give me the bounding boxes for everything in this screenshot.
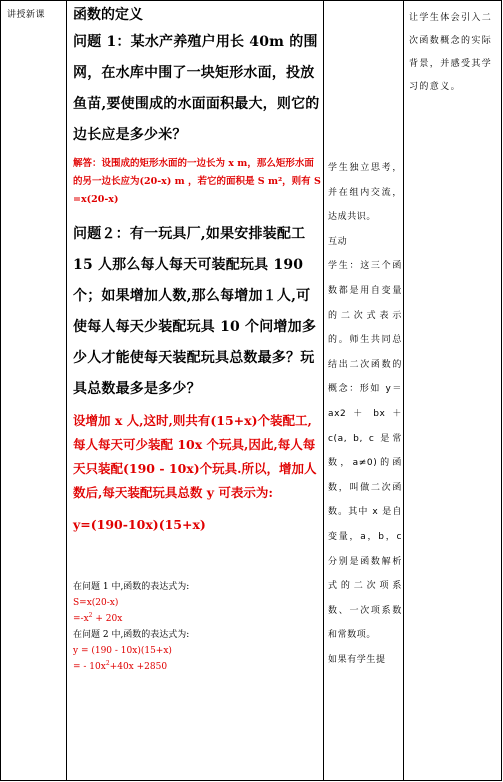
solution-1: 解答：设围成的矩形水面的一边长为 x m，那么矩形水面的另一边长应为(20-x) m ，若它的面积是 S m²，则有 S =x(20-x) [73, 158, 321, 205]
solution-2: 设增加 x 人,这时,则共有(15+x)个装配工,每人每天可少装配 10x 个玩具,因此,每人每天只装配(190 - 10x)个玩具.所以，增加人数后,每天装配玩具总数 y 可表示为: [73, 413, 317, 500]
design-intent-text [409, 7, 497, 99]
design-intent-column [404, 1, 502, 781]
problem-1: 问题 1：某水产养殖户用长 40m 的围网，在水库中围了一块矩形水面，投放鱼苗,要使围成的水面面积最大，则它的边长应是多少米？ [73, 34, 320, 143]
problem-2: 问题２：有一玩具厂,如果安排装配工 15 人那么每人每天可装配玩具 190 个；如果增加人数,那么每增加１人,可使每人每天少装配玩具 10 个问增加多少人才能使每天装配玩具总数最多？玩具总数最多是多少？ [73, 226, 317, 397]
activity-paragraph: 学生独立思考，并在组内交流，达成共识。 [328, 163, 402, 223]
student-activity-column [324, 1, 404, 781]
activity-paragraph: 互动 [328, 236, 348, 247]
expression-2-line2: = - $10x^2+40x +2850$ [73, 660, 168, 672]
expression-1-line2: $=-x^2 + 20x$ [73, 612, 123, 624]
expression-1-line1: S=x(20-x) [73, 598, 119, 608]
content-column [67, 1, 324, 781]
content-body [73, 5, 321, 675]
phase-label: 讲授新课 [7, 10, 46, 20]
expression-2-intro: 在问题 2 中,函数的表达式为: [73, 630, 190, 640]
formula-2: y=(190-10x)(15+x) [73, 517, 206, 532]
student-activity-text [328, 156, 402, 672]
design-intent: 让学生体会引入二次函数概念的实际背景，并感受其学习的意义。 [409, 13, 493, 92]
expression-1-intro: 在问题 1 中,函数的表达式为: [73, 582, 190, 592]
activity-paragraph: 如果有学生提 [328, 654, 386, 665]
section-heading: 函数的定义 [73, 7, 143, 23]
table-bottom-border [1, 780, 502, 781]
expression-2-line1: y = (190 - 10x)(15+x) [73, 646, 172, 656]
phase-column [1, 1, 67, 781]
activity-paragraph: 学生：这三个函数都是用自变量的二次式表示的。师生共同总结出二次函数的概念：形如 y＝ax2 ＋ bx ＋ c(a, b, c 是常数，a≠0)的函数，叫做二次函数。其中 x 是自变量，a，b，c 分别是函数解析式的二次项系数、一次项系数和常数项。 [328, 261, 402, 641]
